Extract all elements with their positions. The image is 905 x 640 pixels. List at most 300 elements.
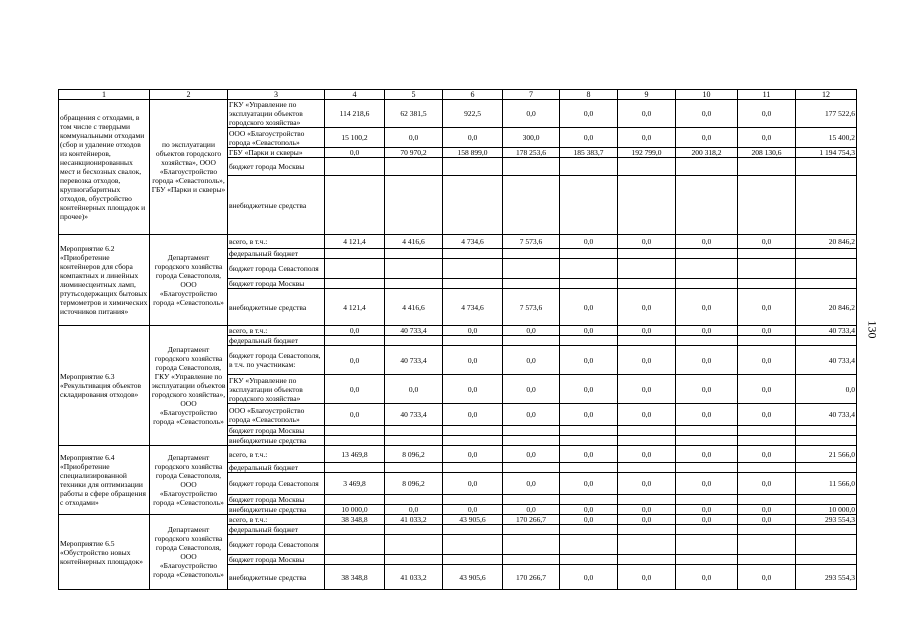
funding-source-cell: бюджет города Севастополя, в т.ч. по участникам: bbox=[228, 346, 325, 375]
value-cell: 0,0 bbox=[325, 148, 385, 158]
value-cell bbox=[503, 535, 560, 555]
total-cell bbox=[796, 259, 857, 279]
total-cell bbox=[796, 555, 857, 565]
value-cell: 0,0 bbox=[738, 289, 796, 326]
value-cell bbox=[443, 463, 503, 473]
funding-source-cell: всего, в т.ч.: bbox=[228, 326, 325, 336]
value-cell bbox=[325, 535, 385, 555]
measure-cell: Мероприятие 6.5 «Обустройство новых контейнерных площадок» bbox=[59, 515, 150, 590]
value-cell bbox=[503, 463, 560, 473]
funding-source-cell: внебюджетные средства bbox=[228, 436, 325, 446]
value-cell bbox=[618, 176, 676, 235]
value-cell bbox=[443, 158, 503, 176]
value-cell: 43 905,6 bbox=[443, 565, 503, 590]
value-cell: 0,0 bbox=[560, 235, 618, 249]
value-cell: 0,0 bbox=[676, 505, 738, 515]
value-cell: 200 318,2 bbox=[676, 148, 738, 158]
total-cell bbox=[796, 495, 857, 505]
value-cell bbox=[325, 525, 385, 535]
value-cell bbox=[560, 259, 618, 279]
value-cell bbox=[385, 259, 443, 279]
funding-source-cell: бюджет города Севастополя bbox=[228, 259, 325, 279]
value-cell bbox=[738, 463, 796, 473]
value-cell bbox=[618, 259, 676, 279]
value-cell bbox=[560, 279, 618, 289]
value-cell bbox=[503, 495, 560, 505]
total-cell bbox=[796, 249, 857, 259]
value-cell: 4 734,6 bbox=[443, 235, 503, 249]
value-cell: 0,0 bbox=[676, 326, 738, 336]
total-cell bbox=[796, 176, 857, 235]
funding-source-cell: ГКУ «Управление по эксплуатации объектов городского хозяйства» bbox=[228, 100, 325, 128]
value-cell: 38 348,8 bbox=[325, 565, 385, 590]
value-cell bbox=[676, 463, 738, 473]
value-cell: 0,0 bbox=[560, 565, 618, 590]
funding-source-cell: бюджет города Москвы bbox=[228, 279, 325, 289]
value-cell: 0,0 bbox=[503, 100, 560, 128]
value-cell bbox=[385, 158, 443, 176]
value-cell bbox=[618, 463, 676, 473]
value-cell: 0,0 bbox=[618, 326, 676, 336]
total-cell bbox=[796, 158, 857, 176]
value-cell bbox=[385, 426, 443, 436]
value-cell: 0,0 bbox=[738, 473, 796, 495]
value-cell bbox=[618, 436, 676, 446]
value-cell: 40 733,4 bbox=[385, 404, 443, 426]
value-cell: 0,0 bbox=[443, 346, 503, 375]
value-cell bbox=[618, 426, 676, 436]
value-cell bbox=[560, 249, 618, 259]
value-cell: 38 348,8 bbox=[325, 515, 385, 525]
funding-source-cell: ООО «Благоустройство города «Севастополь» bbox=[228, 128, 325, 148]
value-cell: 13 469,8 bbox=[325, 446, 385, 463]
value-cell: 0,0 bbox=[503, 404, 560, 426]
value-cell: 0,0 bbox=[676, 565, 738, 590]
value-cell bbox=[676, 525, 738, 535]
total-cell bbox=[796, 525, 857, 535]
total-cell bbox=[796, 535, 857, 555]
value-cell: 70 970,2 bbox=[385, 148, 443, 158]
value-cell: 0,0 bbox=[738, 375, 796, 404]
measure-cell: Мероприятие 6.3 «Рекультивация объектов складирования отходов» bbox=[59, 326, 150, 446]
value-cell bbox=[738, 495, 796, 505]
value-cell: 185 383,7 bbox=[560, 148, 618, 158]
funding-source-cell: всего, в т.ч.: bbox=[228, 446, 325, 463]
value-cell bbox=[443, 525, 503, 535]
value-cell: 0,0 bbox=[560, 289, 618, 326]
value-cell bbox=[560, 463, 618, 473]
value-cell: 0,0 bbox=[560, 505, 618, 515]
value-cell: 0,0 bbox=[618, 346, 676, 375]
total-cell: 0,0 bbox=[796, 375, 857, 404]
value-cell bbox=[443, 279, 503, 289]
value-cell bbox=[738, 426, 796, 436]
funding-source-cell: внебюджетные средства bbox=[228, 176, 325, 235]
value-cell bbox=[325, 259, 385, 279]
table-row bbox=[59, 326, 857, 336]
header-cell-7: 7 bbox=[503, 90, 560, 100]
value-cell: 4 416,6 bbox=[385, 235, 443, 249]
total-cell: 40 733,4 bbox=[796, 404, 857, 426]
value-cell: 0,0 bbox=[385, 128, 443, 148]
value-cell bbox=[676, 158, 738, 176]
value-cell bbox=[738, 279, 796, 289]
value-cell bbox=[676, 259, 738, 279]
value-cell: 0,0 bbox=[618, 128, 676, 148]
value-cell: 170 266,7 bbox=[503, 515, 560, 525]
header-cell-2: 2 bbox=[150, 90, 228, 100]
value-cell: 192 799,0 bbox=[618, 148, 676, 158]
value-cell: 922,5 bbox=[443, 100, 503, 128]
value-cell: 0,0 bbox=[560, 326, 618, 336]
value-cell: 0,0 bbox=[560, 515, 618, 525]
value-cell: 158 899,0 bbox=[443, 148, 503, 158]
funding-source-cell: бюджет города Москвы bbox=[228, 495, 325, 505]
value-cell: 0,0 bbox=[618, 446, 676, 463]
value-cell: 0,0 bbox=[738, 346, 796, 375]
value-cell: 0,0 bbox=[560, 375, 618, 404]
value-cell bbox=[385, 249, 443, 259]
value-cell: 4 416,6 bbox=[385, 289, 443, 326]
value-cell bbox=[385, 525, 443, 535]
measure-cell: обращения с отходами, в том числе с твердыми коммунальными отходами (сбор и удаление отходов из контейнеров, несанкционированных мест и бесхозных свалок, перевозка отходов, крупногабаритных отходов, обустройство контейнерных площадок и прочее)» bbox=[59, 100, 150, 235]
value-cell: 0,0 bbox=[618, 515, 676, 525]
total-cell: 20 846,2 bbox=[796, 235, 857, 249]
value-cell bbox=[503, 249, 560, 259]
value-cell bbox=[503, 336, 560, 346]
value-cell: 41 033,2 bbox=[385, 515, 443, 525]
total-cell: 20 846,2 bbox=[796, 289, 857, 326]
value-cell: 10 000,0 bbox=[325, 505, 385, 515]
value-cell: 0,0 bbox=[443, 473, 503, 495]
funding-source-cell: внебюджетные средства bbox=[228, 289, 325, 326]
value-cell bbox=[385, 176, 443, 235]
total-cell: 1 194 754,3 bbox=[796, 148, 857, 158]
value-cell bbox=[443, 555, 503, 565]
value-cell bbox=[503, 426, 560, 436]
value-cell bbox=[738, 336, 796, 346]
value-cell bbox=[443, 176, 503, 235]
funding-source-cell: бюджет города Севастополя bbox=[228, 535, 325, 555]
funding-source-cell: федеральный бюджет bbox=[228, 336, 325, 346]
value-cell bbox=[618, 525, 676, 535]
value-cell bbox=[560, 436, 618, 446]
value-cell bbox=[676, 249, 738, 259]
value-cell bbox=[325, 176, 385, 235]
total-cell: 15 400,2 bbox=[796, 128, 857, 148]
total-cell: 293 554,3 bbox=[796, 565, 857, 590]
value-cell: 114 218,6 bbox=[325, 100, 385, 128]
value-cell: 0,0 bbox=[676, 346, 738, 375]
table-row bbox=[59, 446, 857, 463]
value-cell: 0,0 bbox=[560, 100, 618, 128]
header-cell-4: 4 bbox=[325, 90, 385, 100]
funding-source-cell: ГБУ «Парки и скверы» bbox=[228, 148, 325, 158]
value-cell: 0,0 bbox=[618, 565, 676, 590]
value-cell bbox=[676, 436, 738, 446]
value-cell bbox=[443, 436, 503, 446]
value-cell bbox=[385, 463, 443, 473]
value-cell: 0,0 bbox=[738, 446, 796, 463]
value-cell: 0,0 bbox=[676, 235, 738, 249]
value-cell: 0,0 bbox=[443, 375, 503, 404]
value-cell: 0,0 bbox=[676, 446, 738, 463]
value-cell: 0,0 bbox=[325, 346, 385, 375]
value-cell: 0,0 bbox=[738, 505, 796, 515]
value-cell: 40 733,4 bbox=[385, 326, 443, 336]
total-cell bbox=[796, 426, 857, 436]
value-cell bbox=[385, 555, 443, 565]
value-cell: 0,0 bbox=[560, 404, 618, 426]
executor-cell: по эксплуатации объектов городского хозяйства», ООО «Благоустройство города «Севастополь», ГБУ «Парки и скверы» bbox=[150, 100, 228, 235]
total-cell: 293 554,3 bbox=[796, 515, 857, 525]
value-cell: 0,0 bbox=[676, 289, 738, 326]
value-cell: 300,0 bbox=[503, 128, 560, 148]
total-cell bbox=[796, 279, 857, 289]
value-cell: 7 573,6 bbox=[503, 289, 560, 326]
header-cell-8: 8 bbox=[560, 90, 618, 100]
header-cell-9: 9 bbox=[618, 90, 676, 100]
value-cell bbox=[443, 495, 503, 505]
value-cell: 40 733,4 bbox=[385, 346, 443, 375]
value-cell: 0,0 bbox=[443, 505, 503, 515]
value-cell bbox=[738, 535, 796, 555]
value-cell: 0,0 bbox=[618, 100, 676, 128]
value-cell bbox=[618, 555, 676, 565]
value-cell: 0,0 bbox=[618, 404, 676, 426]
value-cell bbox=[503, 158, 560, 176]
value-cell bbox=[325, 463, 385, 473]
page-number: 130 bbox=[865, 320, 880, 339]
executor-cell: Департамент городского хозяйства города Севастополя, ГКУ «Управление по эксплуатации объектов городского хозяйства», ООО «Благоустройство города «Севастополь» bbox=[150, 326, 228, 446]
value-cell: 0,0 bbox=[503, 326, 560, 336]
value-cell: 0,0 bbox=[385, 505, 443, 515]
value-cell bbox=[560, 176, 618, 235]
value-cell bbox=[560, 535, 618, 555]
value-cell: 0,0 bbox=[385, 375, 443, 404]
value-cell bbox=[503, 436, 560, 446]
funding-source-cell: федеральный бюджет bbox=[228, 249, 325, 259]
value-cell bbox=[325, 426, 385, 436]
value-cell: 7 573,6 bbox=[503, 235, 560, 249]
value-cell bbox=[676, 495, 738, 505]
value-cell: 0,0 bbox=[503, 346, 560, 375]
value-cell: 0,0 bbox=[503, 446, 560, 463]
value-cell bbox=[503, 525, 560, 535]
funding-source-cell: внебюджетные средства bbox=[228, 565, 325, 590]
total-cell: 10 000,0 bbox=[796, 505, 857, 515]
value-cell bbox=[503, 259, 560, 279]
value-cell: 0,0 bbox=[560, 128, 618, 148]
value-cell bbox=[325, 336, 385, 346]
value-cell: 0,0 bbox=[676, 375, 738, 404]
value-cell: 0,0 bbox=[443, 128, 503, 148]
value-cell bbox=[385, 535, 443, 555]
value-cell: 4 121,4 bbox=[325, 235, 385, 249]
value-cell: 15 100,2 bbox=[325, 128, 385, 148]
value-cell: 0,0 bbox=[676, 128, 738, 148]
value-cell bbox=[443, 535, 503, 555]
header-cell-6: 6 bbox=[443, 90, 503, 100]
funding-source-cell: внебюджетные средства bbox=[228, 505, 325, 515]
value-cell: 0,0 bbox=[676, 404, 738, 426]
value-cell: 0,0 bbox=[618, 289, 676, 326]
value-cell bbox=[325, 158, 385, 176]
value-cell bbox=[560, 495, 618, 505]
value-cell bbox=[618, 158, 676, 176]
table-row bbox=[59, 100, 857, 128]
value-cell: 0,0 bbox=[676, 473, 738, 495]
value-cell: 4 121,4 bbox=[325, 289, 385, 326]
total-cell bbox=[796, 436, 857, 446]
total-cell: 40 733,4 bbox=[796, 346, 857, 375]
value-cell: 0,0 bbox=[618, 505, 676, 515]
value-cell bbox=[560, 426, 618, 436]
funding-source-cell: всего, в т.ч.: bbox=[228, 235, 325, 249]
value-cell bbox=[443, 249, 503, 259]
table-row bbox=[59, 515, 857, 525]
executor-cell: Департамент городского хозяйства города Севастополя, ООО «Благоустройство города «Севастополь» bbox=[150, 235, 228, 326]
value-cell: 8 096,2 bbox=[385, 473, 443, 495]
value-cell bbox=[676, 176, 738, 235]
value-cell bbox=[443, 336, 503, 346]
value-cell: 0,0 bbox=[738, 128, 796, 148]
value-cell: 41 033,2 bbox=[385, 565, 443, 590]
value-cell bbox=[618, 495, 676, 505]
executor-cell: Департамент городского хозяйства города Севастополя, ООО «Благоустройство города «Севастополь» bbox=[150, 446, 228, 515]
funding-source-cell: всего, в т.ч.: bbox=[228, 515, 325, 525]
measure-cell: Мероприятие 6.4 «Приобретение специализированной техники для оптимизации работы в сфере обращения с отходами» bbox=[59, 446, 150, 515]
value-cell: 0,0 bbox=[325, 404, 385, 426]
value-cell bbox=[503, 555, 560, 565]
value-cell bbox=[443, 426, 503, 436]
value-cell bbox=[385, 436, 443, 446]
header-cell-11: 11 bbox=[738, 90, 796, 100]
header-cell-1: 1 bbox=[59, 90, 150, 100]
value-cell: 0,0 bbox=[443, 446, 503, 463]
value-cell bbox=[738, 436, 796, 446]
total-cell: 177 522,6 bbox=[796, 100, 857, 128]
value-cell bbox=[385, 495, 443, 505]
value-cell: 0,0 bbox=[560, 473, 618, 495]
value-cell: 0,0 bbox=[618, 375, 676, 404]
value-cell bbox=[738, 249, 796, 259]
value-cell bbox=[618, 279, 676, 289]
total-cell bbox=[796, 336, 857, 346]
funding-source-cell: бюджет города Москвы bbox=[228, 426, 325, 436]
value-cell: 0,0 bbox=[738, 565, 796, 590]
value-cell bbox=[325, 279, 385, 289]
total-cell bbox=[796, 463, 857, 473]
value-cell bbox=[385, 336, 443, 346]
value-cell: 0,0 bbox=[503, 473, 560, 495]
value-cell bbox=[325, 555, 385, 565]
budget-table bbox=[58, 89, 857, 590]
header-cell-12: 12 bbox=[796, 90, 857, 100]
value-cell bbox=[738, 176, 796, 235]
funding-source-cell: ООО «Благоустройство города «Севастополь» bbox=[228, 404, 325, 426]
value-cell: 178 253,6 bbox=[503, 148, 560, 158]
value-cell: 170 266,7 bbox=[503, 565, 560, 590]
total-cell: 40 733,4 bbox=[796, 326, 857, 336]
funding-source-cell: федеральный бюджет bbox=[228, 463, 325, 473]
value-cell bbox=[738, 158, 796, 176]
value-cell: 0,0 bbox=[676, 100, 738, 128]
executor-cell: Департамент городского хозяйства города Севастополя, ООО «Благоустройство города «Севастополь» bbox=[150, 515, 228, 590]
value-cell bbox=[443, 259, 503, 279]
value-cell bbox=[325, 436, 385, 446]
total-cell: 11 566,0 bbox=[796, 473, 857, 495]
value-cell bbox=[503, 176, 560, 235]
value-cell: 0,0 bbox=[738, 100, 796, 128]
value-cell: 4 734,6 bbox=[443, 289, 503, 326]
value-cell bbox=[560, 555, 618, 565]
value-cell bbox=[738, 525, 796, 535]
value-cell bbox=[385, 279, 443, 289]
funding-source-cell: бюджет города Севастополя bbox=[228, 473, 325, 495]
value-cell bbox=[325, 495, 385, 505]
value-cell: 0,0 bbox=[443, 326, 503, 336]
value-cell: 0,0 bbox=[325, 326, 385, 336]
value-cell bbox=[738, 259, 796, 279]
value-cell bbox=[676, 555, 738, 565]
value-cell bbox=[676, 426, 738, 436]
value-cell bbox=[618, 249, 676, 259]
value-cell bbox=[560, 525, 618, 535]
value-cell: 0,0 bbox=[738, 404, 796, 426]
value-cell bbox=[560, 336, 618, 346]
value-cell: 43 905,6 bbox=[443, 515, 503, 525]
header-cell-10: 10 bbox=[676, 90, 738, 100]
value-cell: 0,0 bbox=[503, 505, 560, 515]
value-cell: 0,0 bbox=[560, 346, 618, 375]
funding-source-cell: бюджет города Москвы bbox=[228, 555, 325, 565]
value-cell bbox=[738, 555, 796, 565]
value-cell: 8 096,2 bbox=[385, 446, 443, 463]
value-cell bbox=[676, 336, 738, 346]
value-cell: 208 130,6 bbox=[738, 148, 796, 158]
value-cell bbox=[618, 535, 676, 555]
funding-source-cell: федеральный бюджет bbox=[228, 525, 325, 535]
value-cell: 0,0 bbox=[676, 515, 738, 525]
funding-source-cell: ГКУ «Управление по эксплуатации объектов городского хозяйства» bbox=[228, 375, 325, 404]
value-cell bbox=[560, 158, 618, 176]
value-cell bbox=[503, 279, 560, 289]
value-cell: 0,0 bbox=[618, 473, 676, 495]
value-cell bbox=[325, 249, 385, 259]
header-row bbox=[59, 90, 857, 100]
value-cell: 0,0 bbox=[560, 446, 618, 463]
measure-cell: Мероприятие 6.2 «Приобретение контейнеров для сбора компактных и линейных люминесцентных ламп, ртутьсодержащих бытовых термометров и химических источников питания» bbox=[59, 235, 150, 326]
value-cell: 0,0 bbox=[738, 515, 796, 525]
table-row bbox=[59, 235, 857, 249]
value-cell: 0,0 bbox=[443, 404, 503, 426]
table-body bbox=[59, 90, 857, 590]
value-cell: 0,0 bbox=[618, 235, 676, 249]
value-cell bbox=[618, 336, 676, 346]
header-cell-5: 5 bbox=[385, 90, 443, 100]
value-cell: 0,0 bbox=[738, 235, 796, 249]
value-cell: 3 469,8 bbox=[325, 473, 385, 495]
value-cell: 62 381,5 bbox=[385, 100, 443, 128]
value-cell bbox=[676, 279, 738, 289]
funding-source-cell: бюджет города Москвы bbox=[228, 158, 325, 176]
value-cell: 0,0 bbox=[325, 375, 385, 404]
header-cell-3: 3 bbox=[228, 90, 325, 100]
value-cell: 0,0 bbox=[503, 375, 560, 404]
value-cell bbox=[676, 535, 738, 555]
value-cell: 0,0 bbox=[738, 326, 796, 336]
